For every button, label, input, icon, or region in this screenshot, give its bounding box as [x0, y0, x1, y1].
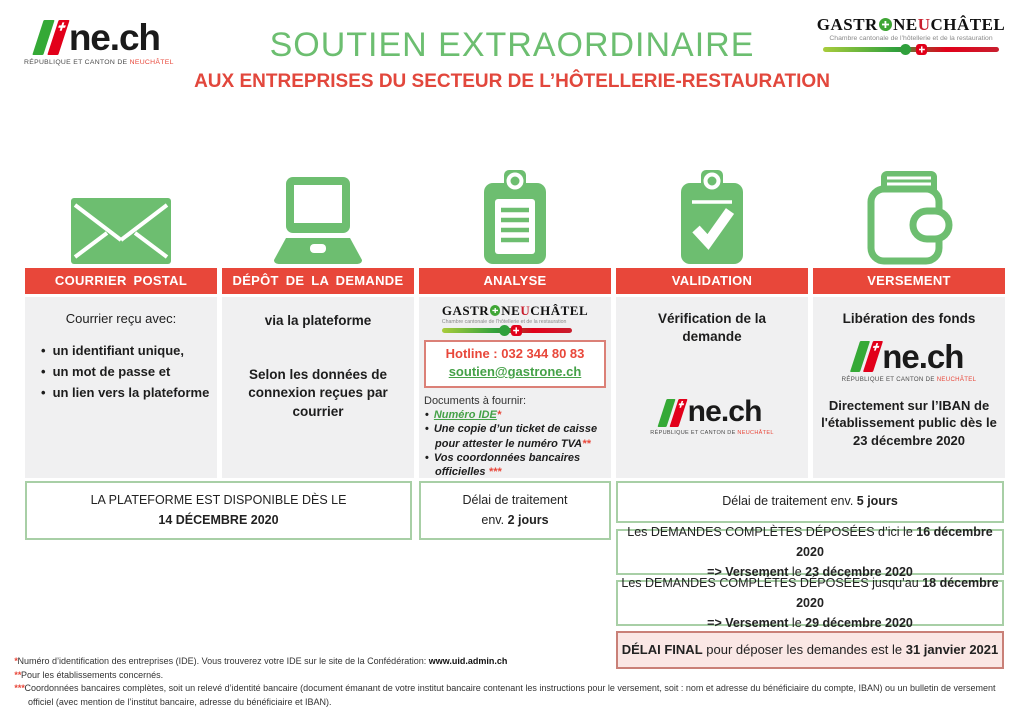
step-header-courrier-postal: COURRIER POSTAL: [25, 268, 217, 294]
gastro-neuchatel-logo-small: GASTR NE U CHÂTEL Chambre cantonale de l’hôtellerie et de la restauration: [430, 304, 600, 333]
batch-18-december-box: Les DEMANDES COMPLÈTES DÉPOSÉES jusqu’au 18 décembre 2020 => Versement le 29 décembre 2020: [616, 580, 1004, 626]
hotline-box: [424, 340, 606, 388]
panel-validation: [616, 297, 808, 478]
validation-text: Vérification de la demande: [657, 311, 767, 345]
footnote-ide: *Numéro d’identification des entreprises (IDE). Vous trouverez votre IDE sur le site de la Confédération: www.uid.admin.ch: [14, 656, 508, 666]
footnotes: [14, 655, 1014, 709]
gastro-logo-text: GASTR NE U CHÂTEL: [816, 15, 1006, 34]
panel-depot: [222, 297, 414, 478]
panel-analyse: [419, 297, 611, 478]
swiss-cross-icon: [871, 344, 880, 351]
envelope-icon: [71, 197, 171, 265]
clipboard-icon: [482, 169, 548, 265]
courrier-bullet-list: [41, 340, 217, 403]
gastro-gradient-bar: [823, 47, 999, 52]
list-item: • un identifiant unique,: [41, 340, 217, 361]
docs-list: [425, 408, 609, 479]
wallet-icon: [865, 169, 953, 265]
footnote-etablissements: **Pour les établissements concernés.: [14, 669, 164, 680]
gastro-green-dot-icon: [900, 44, 911, 55]
platform-availability-box: LA PLATEFORME EST DISPONIBLE DÈS LE 14 DÉCEMBRE 2020: [25, 481, 412, 540]
list-item: • Une copie d’un ticket de caisse pour attester le numéro TVA**: [425, 422, 609, 451]
hotline-number: Hotline : 032 344 80 83: [445, 346, 585, 361]
support-email-link[interactable]: soutien@gastrone.ch: [448, 364, 582, 379]
gastro-logo-subtitle: Chambre cantonale de l’hôtellerie et de la restauration: [829, 35, 993, 42]
step2-icon-box: [222, 155, 414, 265]
ne-logo-text: ne.ch: [68, 17, 160, 58]
step-header-depot: DÉPÔT DE LA DEMANDE: [222, 268, 414, 294]
gastro-emblem-icon: [879, 18, 892, 31]
gastro-neuchatel-logo: [816, 15, 1006, 52]
page-subtitle: AUX ENTREPRISES DU SECTEUR DE L’HÔTELLERIE-RESTAURATION: [194, 71, 830, 92]
gastro-gradient-bar: [442, 328, 572, 333]
ne-ch-logo: ne.ch RÉPUBLIQUE ET CANTON DE NEUCHÂTEL: [650, 395, 774, 436]
panel-courrier-postal: [25, 297, 217, 478]
step4-icon-box: [616, 155, 808, 265]
processing-delay-2days-box: Délai de traitement env. 2 jours: [419, 481, 611, 540]
depot-line1: via la plateforme: [264, 313, 372, 328]
versement-line2: Directement sur l’IBAN de l'établissement public dès le 23 décembre 2020: [821, 397, 997, 448]
step5-icon-box: [813, 155, 1005, 265]
versement-line1: Libération des fonds: [842, 311, 976, 326]
ne-ch-logo: ne.ch RÉPUBLIQUE ET CANTON DE NEUCHÂTEL: [841, 338, 977, 383]
swiss-cross-icon: [57, 23, 67, 31]
swiss-cross-icon: [678, 401, 686, 408]
step3-icon-box: [419, 155, 611, 265]
docs-title: Documents à fournir:: [424, 395, 527, 407]
step-header-validation: VALIDATION: [616, 268, 808, 294]
numero-ide-link[interactable]: Numéro IDE: [433, 409, 497, 421]
gastro-red-shield-icon: [511, 325, 522, 336]
list-item: • un lien vers la plateforme: [41, 382, 217, 403]
final-deadline-box: DÉLAI FINAL pour déposer les demandes est le 31 janvier 2021: [616, 631, 1004, 669]
laptop-icon: [271, 177, 365, 265]
panel-versement: [813, 297, 1005, 478]
step1-icon-box: [25, 155, 217, 265]
footnote-coordonnees: ***Coordonnées bancaires complètes, soit un relevé d’identité bancaire (document émanant de votre institut bancaire contenant les instructions pour le versement, soit : nom et adresse du bénéficiaire du compte, IBAN) ou un bulletin de versement officiel (avec mention de l’institut bancaire, adresse du bénéficiaire et IBAN).: [14, 683, 996, 707]
ne-ch-logo: [24, 17, 174, 66]
uid-admin-url: www.uid.admin.ch: [428, 656, 508, 666]
page-title: SOUTIEN EXTRAORDINAIRE: [269, 26, 755, 64]
ne-logo-caption: RÉPUBLIQUE ET CANTON DE NEUCHÂTEL: [24, 58, 174, 66]
depot-line2: Selon les données de connexion reçues par courrier: [248, 367, 388, 419]
step-header-analyse: ANALYSE: [419, 268, 611, 294]
step-header-versement: VERSEMENT: [813, 268, 1005, 294]
batch-16-december-box: Les DEMANDES COMPLÈTES DÉPOSÉES d’ici le 16 décembre 2020 => Versement le 23 décembre 2020: [616, 529, 1004, 575]
clipboard-check-icon: [679, 169, 745, 265]
processing-delay-5days-box: Délai de traitement env. 5 jours: [616, 481, 1004, 523]
list-item: • un mot de passe et: [41, 361, 217, 382]
list-item: • Vos coordonnées bancaires officielles ***: [425, 451, 609, 480]
gastro-red-shield-icon: [916, 44, 927, 55]
gastro-emblem-icon: [490, 305, 500, 315]
list-item: • Numéro IDE*: [425, 408, 609, 422]
courrier-intro: Courrier reçu avec:: [65, 311, 177, 326]
gastro-green-dot-icon: [499, 325, 510, 336]
